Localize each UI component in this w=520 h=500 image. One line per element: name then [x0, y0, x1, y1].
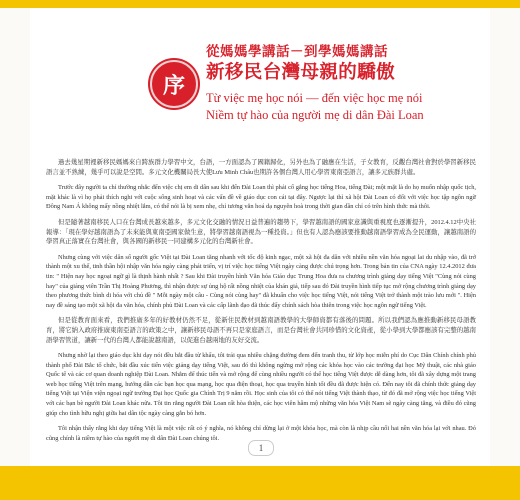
paragraph: Nhưng nhờ lại theo giáo dục khi dạy nói đều bắt đầu từ khẩu, tôi trải qua nhiều chặng đường đem đến tranh thu, từ lớp học miễn phí do Cục Dân Chính chính phủ thành phố Đài Bắc tổ chức, bắt đầu xúc tiến việc giảng dạy tiếng Việt, sau đó thì không ngừng mở rộng các khóa học vào các trường đại học Mỹ thuật, các nhà giáo Quốc tế và các cơ quan doanh nghiệp Đài Loan. Nhằm để thúc tiến và mở rộng để cùng nhiều người có thể học tiếng Việt được dễ dàng hơn, tôi đã xây dựng một trang web học tiếng Việt trên mạng, hướng dẫn các bạn học qua mạng, học qua điện thoại, học qua truyền hình tối đều đã được hiện có. Đến nay tôi đã chính thức giảng dạy tiếng Việt tại Viện viện ngoại ngữ trường Đại học Quốc gia Chính Trị 9 năm rồi. Học sinh của tôi có thể nói tiếng Việt thành thạo, từ đó đã mở rộng việc học tiếng Việt với các bạn bè người Đài Loan khác nữa. Tôi tin rằng người Đài Loan rất hòa thiện, các học viên hâm mộ những văn hóa Việt Nam sẽ ngày càng tăng, và điều đó cũng giúp cho tình hữu nghị giữa hai dân tộc ngày càng gắn bó hơn.	[46, 352, 476, 417]
paragraph: Nhưng cùng với việc dân số người gốc Việt tại Đài Loan tăng nhanh với tốc độ kinh ngạc, một xã hội đa dân với nhiều nền văn hóa ngoại lai du nhập vào, đã trở thành một xu thế, tinh thần hội nhập văn hóa ngày càng phát triển, vị trí việc học tiếng Việt ngày càng được chú trọng hơn. Trong bản tin của CNA ngày 12.4.2012 đưa tin: " Hiện nay học ngoại ngữ gì là thịnh hành nhất ? Sau khi Đài truyền hình Văn hóa Giáo dục Trung Hoa đưa ra chương trình giảng dạy tiếng Việt "Cùng nói cùng hay" của giảng viên Trần Thị Hoàng Phương, thì nhận được sự ủng hộ rất nồng nhiệt của khán giả, tiếp sau đó Đài truyền hình tiếp tục mở rộng chương trình giảng dạy theo phương thức bình di hóa với chủ đề " Mỗi ngày một câu - Cùng nói cùng hay" đã khuấn cho việc học tiếng Việt, nói tiếng Việt trở thành một trào lưu mới ". Hiện nay đề sáng tạo một xã hội đa văn hóa, chính phủ Đài Loan và các cấp lãnh đạo đã thúc đẩy chính sách hòa thiên trong việc học ngôn ngữ tiếng Việt.	[46, 253, 476, 309]
title-vi-1: Từ việc mẹ học nói — đến việc học mẹ nói	[206, 91, 423, 105]
paragraph: Tôi nhận thấy rằng khi dạy tiếng Việt là một việc rất có ý nghĩa, nó không chỉ dừng lại ở một khóa học, mà còn là nhịp cầu nối hai nền văn hóa lại với nhau. Đó cũng chính là niềm tự hào của người mẹ di dân Đài Loan chúng tôi.	[46, 425, 476, 442]
paragraph: 過去幾星期裡新移民媽媽來自跨族群力學習中文，台語，一方面認為了國籍歸化，另外也為了融應在生活，子女教育，反觀台灣社會對於學習新移民語言並不熟練，幾乎可以說是空間。多元文化機關局長大使Lưu Minh Châu也期許各個台灣人用心學習東南亞語言，讓多元族群共處。	[46, 159, 476, 176]
paragraph: Trước đây người ta chỉ thường nhắc đến việc chị em di dân sau khi đến Đài Loan thì phải cố gắng học tiếng Hoa, tiếng Đài; một mặt là do họ muốn nhập quốc tịch, mặt khác là vì họ phải thích nghi với cuộc sống sinh hoạt và các vấn đề về giáo dục con cái tại đây. Ngược lại thì xã hội Đài Loan có đối với việc học tập ngôn ngữ Đông Nam Á không mấy nồng nhiệt lắm, có thể nói là bị xem nhẹ, chỉ tương văn hoá dạ nguyên hoà trong thời gian dần chỉ có trên hình thức mà thôi.	[46, 184, 477, 211]
page-number: 1	[248, 440, 274, 456]
paragraph: 但是隨著越南移民人口在台灣成長越來越多，多元文化交融的情況日益普遍的趨勢下，學習越南語的國家意識與重視度也逐漸提升，2012.4.12中央社報導：「現在學好越南語為了未來能與東南亞國家做生意，將學習越南語視為一種投資。」但也有人認為應該要推動越南語學習成為全民運動，讓越南語的學習真正落實在台灣社會，與各國的新移民一同建構多元化的台灣新社會。	[46, 218, 476, 246]
seal-char: 序	[162, 72, 185, 99]
preface-seal-icon	[150, 60, 198, 108]
title-block	[206, 44, 496, 124]
bottom-yellow-band	[0, 466, 520, 500]
top-yellow-band	[0, 0, 520, 8]
paragraph: 但是從教育面來看，我們推廣多年的好教材仍然不足，從新住民教材到越南語教學的大學師資都有落後的問題。所以我們認為應推動新移民母語教育，將它納入政府推廣東南亞語言的政策之中，讓新移民母語不再只是家庭語言，而是台灣社會共同珍惜的文化資產，從小學到大學都應該有完整的越南語學習管道，讓新一代的台灣人都能說越南語，以促進台越兩地的友好交流。	[46, 317, 476, 344]
title-zh-1: 從媽媽學講話－到學媽媽講話	[206, 44, 388, 60]
title-zh-2: 新移民台灣母親的驕傲	[206, 62, 396, 83]
title-vi-2: Niềm tự hào của người mẹ di dân Đài Loan	[206, 108, 424, 122]
header	[30, 8, 490, 148]
content-sheet	[30, 8, 490, 466]
body-text	[46, 158, 476, 449]
